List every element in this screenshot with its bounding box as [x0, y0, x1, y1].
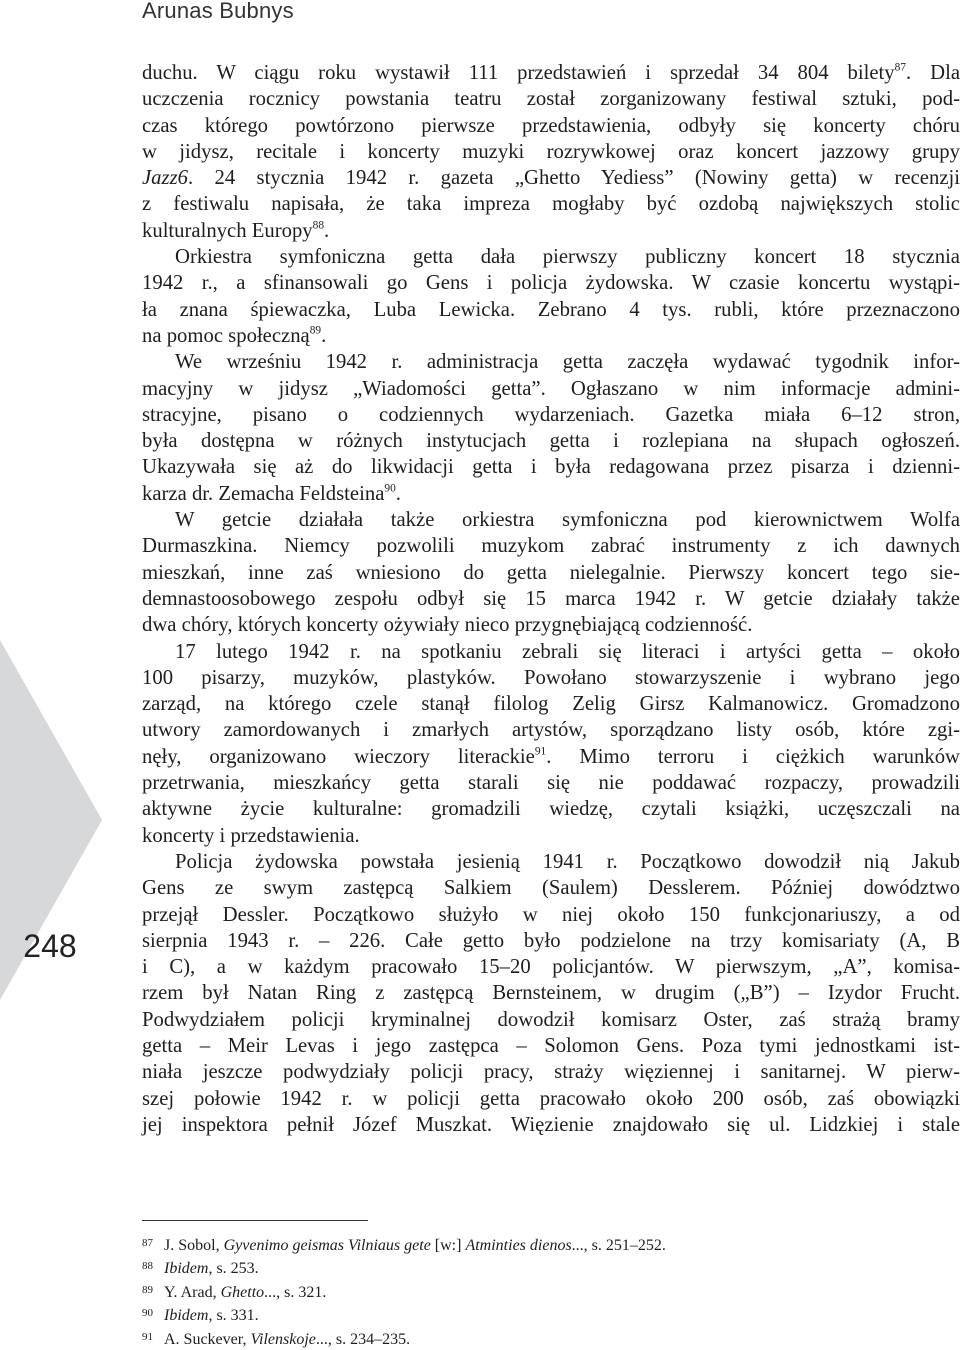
footnote-number: 89 [142, 1283, 153, 1296]
text-line: karza dr. Zemacha Feldsteina$^{90}$. [142, 482, 401, 505]
text-line: W getcie działała także orkiestra symfoniczna pod kierownictwem Wolfa [175, 509, 960, 532]
text-line: getta – Meir Levas i jego zastępca – Solomon Gens. Poza tymi jednostkami ist- [142, 1034, 960, 1057]
text-line: jej inspektora pełnił Józef Muszkat. Więzienie znajdowało się ul. Lidzkiej i stale [142, 1113, 960, 1136]
text-line: szej połowie 1942 r. w policji getta pracowało około 200 osób, zaś obowiązki [142, 1087, 960, 1110]
text-line: niała jeszcze podwydziały policji pracy, straży więziennej i sanitarnej. W pierw- [142, 1061, 960, 1084]
footnote: 87 J. Sobol, Gyvenimo geismas Vilniaus gete [w:] Atminties dienos..., s. 251–252. [142, 1233, 960, 1256]
running-head-author: Arunas Bubnys [142, 0, 294, 23]
text-line: stracyjne, pisano o codziennych wydarzeniach. Gazetka miała 6–12 stron, [142, 403, 960, 426]
text-line: przejął Dessler. Początkowo służyło w niej około 150 funkcjonariuszy, a od [142, 903, 960, 926]
text-line: na pomoc społeczną$^{89}$. [142, 324, 327, 347]
footnote-ref: 87 [894, 61, 906, 74]
text-line: 17 lutego 1942 r. na spotkaniu zebrali się literaci i artyści getta – około [175, 640, 960, 663]
text-line: We wrześniu 1942 r. administracja getta zaczęła wydawać tygodnik infor- [175, 351, 960, 374]
text-line: macyjny w jidysz „Wiadomości getta”. Ogłaszano w nim informacje admini- [142, 377, 960, 400]
text-line: była dostępna w różnych instytucjach getta i rozlepiana na słupach ogłoszeń. [142, 430, 960, 453]
footnote-ref: 88 [312, 219, 325, 232]
text-line: nęły, organizowano wieczory literackie$^{91}$. Mimo terroru i ciężkich warunków [142, 745, 960, 768]
footnote-ref: 90 [384, 482, 396, 495]
text-line: Durmaszkina. Niemcy pozwolili muzykom zabrać instrumenty z ich dawnych [142, 535, 960, 558]
text-line: koncerty i przedstawienia. [142, 824, 360, 847]
footnote-ref: 89 [309, 324, 322, 337]
footnote: 88 Ibidem, s. 253. [142, 1256, 960, 1279]
text-line: Jazz6. 24 stycznia 1942 r. gazeta „Ghetto Yediess” (Nowiny getta) w recenzji [142, 167, 960, 190]
footnotes [142, 1233, 960, 1350]
footnote-number: 90 [142, 1307, 153, 1320]
text-line: z festiwalu napisała, że taka impreza mogłaby być ozdobą największych stolic [142, 193, 960, 216]
footnote-number: 87 [142, 1237, 153, 1249]
footnote: 91 A. Suckever, Vilenskoje..., s. 234–235. [142, 1327, 960, 1350]
text-line: Orkiestra symfoniczna getta dała pierwszy publiczny koncert 18 stycznia [175, 246, 960, 269]
footnote-number: 91 [142, 1330, 153, 1343]
text-line: Policja żydowska powstała jesienią 1941 r. Początkowo dowodził nią Jakub [175, 850, 960, 873]
text-line: ła znana śpiewaczka, Luba Lewicka. Zebrano 4 tys. rubli, które przeznaczono [142, 298, 960, 321]
text-line: sierpnia 1943 r. – 226. Całe getto było podzielone na trzy komisariaty (A, B [142, 929, 960, 952]
text-line: 1942 r., a sfinansowali go Gens i policja żydowska. W czasie koncertu wystąpi- [142, 272, 960, 295]
text-line: aktywne życie kulturalne: gromadzili wiedzę, czytali książki, uczęszczali na [142, 798, 960, 821]
footnote-rule [142, 1220, 368, 1221]
text-line: duchu. W ciągu roku wystawił 111 przedstawień i sprzedał 34 804 bilety$^{87}$. Dla [142, 61, 960, 84]
text-line: demnastoosobowego zespołu odbył się 15 marca 1942 r. W getcie działały także [142, 587, 960, 610]
text-line: mieszkań, inne zaś wniesiono do getta nielegalnie. Pierwszy koncert tego sie- [142, 561, 960, 584]
text-line: kulturalnych Europy$^{88}$. [142, 219, 330, 242]
text-line: w jidysz, recitale i koncerty muzyki rozrywkowej oraz koncert jazzowy grupy [142, 140, 960, 163]
text-line: i C), a w każdym pracowało 15–20 policjantów. W pierwszym, „A”, komisa- [142, 956, 960, 979]
footnote-ref: 91 [534, 745, 547, 758]
text-line: utwory zamordowanych i zmarłych artystów, sporządzano listy osób, które zgi- [142, 719, 960, 742]
text-line: czas którego powtórzono pierwsze przedstawienia, odbyły się koncerty chóru [142, 114, 960, 137]
text-line: Gens ze swym zastępcą Salkiem (Saulem) Desslerem. Później dowództwo [142, 877, 960, 900]
text-line: Podwydziałem policji kryminalnej dowodził komisarz Oster, zaś strażą bramy [142, 1008, 960, 1031]
text-line: Ukazywała się aż do likwidacji getta i była redagowana przez pisarza i dzienni- [142, 456, 960, 479]
text-line: przetrwania, mieszkańcy getta starali się nie poddawać rozpaczy, prowadzili [142, 772, 960, 795]
text-line: uczczenia rocznicy powstania teatru został zorganizowany festiwal sztuki, pod- [142, 88, 960, 111]
text-line: zarząd, na którego czele stanął filolog Zelig Girsz Kalmanowicz. Gromadzono [142, 693, 960, 716]
footnote: 89 Y. Arad, Ghetto..., s. 321. [142, 1280, 960, 1303]
text-line: rzem był Natan Ring z zastępcą Bernsteinem, w drugim („B”) – Izydor Frucht. [142, 982, 960, 1005]
page-number: 248 [23, 928, 77, 964]
body-text [142, 60, 960, 1138]
footnote-number: 88 [142, 1260, 153, 1273]
text-line: 100 pisarzy, muzyków, plastyków. Powołano stowarzyszenie i wybrano jego [142, 666, 960, 689]
footnote: 90 Ibidem, s. 331. [142, 1303, 960, 1326]
text-line: dwa chóry, których koncerty ożywiały nieco przygnębiającą codzienność. [142, 614, 753, 637]
